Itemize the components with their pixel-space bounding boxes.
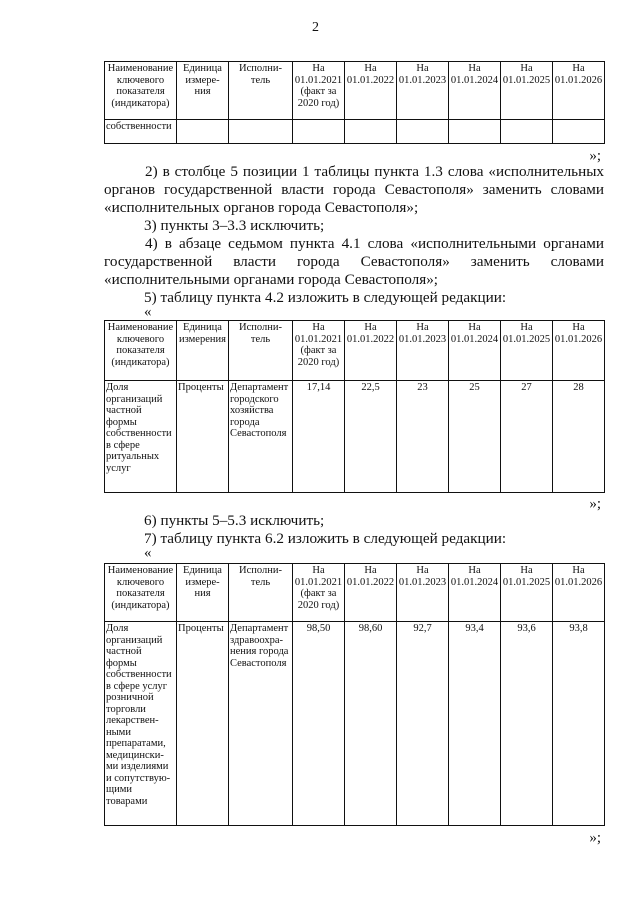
header-2023: На 01.01.2023 [397,321,449,381]
table-cell-executor: Департамент городского хозяйства города Севастополя [229,381,293,493]
table-cell-value-2026: 93,8 [553,622,605,826]
table-cell [397,120,449,144]
header-2021: На 01.01.2021 (факт за 2020 год) [293,564,345,622]
header-2026: На 01.01.2026 [553,62,605,120]
header-executor: Исполни-тель [229,564,293,622]
indicator-table-ritual-services [104,320,605,493]
table-cell [345,120,397,144]
header-indicator-name: Наименование ключевого показателя (индикатора) [105,62,177,120]
header-2026: На 01.01.2026 [553,321,605,381]
header-unit: Единица измерения [177,321,229,381]
table-cell [553,120,605,144]
table-cell-value-2023: 23 [397,381,449,493]
table-cell-unit: Проценты [177,622,229,826]
table-cell [501,120,553,144]
table-cell-value-2024: 93,4 [449,622,501,826]
table-cell-value-2022: 98,60 [345,622,397,826]
header-2024: На 01.01.2024 [449,62,501,120]
header-2023: На 01.01.2023 [397,564,449,622]
table-cell-value-2025: 27 [501,381,553,493]
paragraph-2: 2) в столбце 5 позиции 1 таблицы пункта 1.3 слова «исполнительных органов государственной власти города Севастополя» заменить словами «исполнительных органов города Севастополя»; [104,163,604,216]
table-cell-name: Доля организаций частной формы собственности в сфере услуг розничной торговли лекарствен-ными препаратами, медицински-ми изделиями и сопутствую-щими товарами [105,622,177,826]
closing-quote: »; [589,496,601,512]
table-cell-value-2022: 22,5 [345,381,397,493]
header-2025: На 01.01.2025 [501,564,553,622]
table-cell-name: собственности [105,120,177,144]
header-unit: Единица измере-ния [177,564,229,622]
header-2025: На 01.01.2025 [501,321,553,381]
table-cell-value-2025: 93,6 [501,622,553,826]
header-executor: Исполни-тель [229,321,293,381]
indicator-table-pharmacy-retail [104,563,605,826]
header-2021: На 01.01.2021 (факт за 2020 год) [293,321,345,381]
table-cell-value-2026: 28 [553,381,605,493]
header-executor: Исполни-тель [229,62,293,120]
paragraph-3: 3) пункты 3–3.3 исключить; [144,217,325,234]
table-cell-executor: Департамент здравоохра-нения города Севастополя [229,622,293,826]
table-cell-name: Доля организаций частной формы собственности в сфере ритуальных услуг [105,381,177,493]
header-2024: На 01.01.2024 [449,321,501,381]
header-2022: На 01.01.2022 [345,321,397,381]
page-number: 2 [312,20,319,35]
opening-quote: « [144,545,152,561]
table-cell-value-2021: 17,14 [293,381,345,493]
paragraph-6: 6) пункты 5–5.3 исключить; [144,512,325,529]
table-cell [229,120,293,144]
table-cell-value-2021: 98,50 [293,622,345,826]
table-cell-value-2024: 25 [449,381,501,493]
header-unit: Единица измере-ния [177,62,229,120]
closing-quote: »; [589,148,601,164]
closing-quote: »; [589,830,601,846]
header-2023: На 01.01.2023 [397,62,449,120]
indicator-table-continuation [104,61,605,144]
table-cell-unit: Проценты [177,381,229,493]
header-2022: На 01.01.2022 [345,564,397,622]
paragraph-7: 7) таблицу пункта 6.2 изложить в следующей редакции: [144,530,507,547]
header-2026: На 01.01.2026 [553,564,605,622]
header-2021: На 01.01.2021 (факт за 2020 год) [293,62,345,120]
table-cell [293,120,345,144]
table-cell [177,120,229,144]
paragraph-4: 4) в абзаце седьмом пункта 4.1 слова «исполнительными органами государственной власти города Севастополя» заменить словами «исполнительными органами города Севастополя»; [104,235,604,288]
opening-quote: « [144,304,152,320]
header-2022: На 01.01.2022 [345,62,397,120]
paragraph-5: 5) таблицу пункта 4.2 изложить в следующей редакции: [144,289,507,306]
table-cell-value-2023: 92,7 [397,622,449,826]
header-indicator-name: Наименование ключевого показателя (индикатора) [105,321,177,381]
table-cell [449,120,501,144]
header-2025: На 01.01.2025 [501,62,553,120]
header-indicator-name: Наименование ключевого показателя (индикатора) [105,564,177,622]
header-2024: На 01.01.2024 [449,564,501,622]
